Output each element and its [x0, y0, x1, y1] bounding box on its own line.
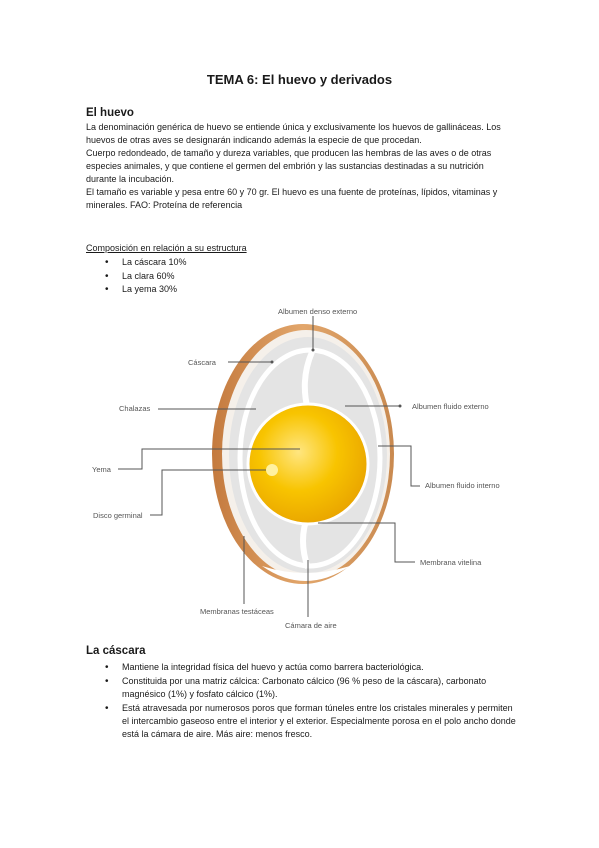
label-yema: Yema	[92, 465, 111, 474]
page-title: TEMA 6: El huevo y derivados	[206, 72, 393, 87]
label-membranas-testaceas: Membranas testáceas	[200, 607, 274, 616]
yolk	[248, 404, 368, 524]
label-albumen-denso: Albumen denso externo	[278, 307, 358, 316]
list-item: • Mantiene la integridad física del huevo y actúa como barrera bacteriológica.	[122, 661, 522, 674]
label-albumen-fluido-externo: Albumen fluido externo	[412, 402, 489, 411]
composition-heading: Composición en relación a su estructura	[86, 243, 247, 253]
paragraph: Cuerpo redondeado, de tamaño y dureza variables, que producen las hembras de las aves o de otras especies animales, y que contiene el germen del embrión y las sustancias destinadas a su nutrición durante la incubación.	[86, 148, 492, 184]
list-item: • La cáscara 10%	[116, 256, 187, 270]
paragraph: El tamaño es variable y pesa entre 60 y 70 gr. El huevo es una fuente de proteínas, lípidos, vitaminas y minerales. FAO: Proteína de referencia	[86, 187, 498, 210]
section-heading-cascara: La cáscara	[86, 645, 146, 657]
list-item: • La yema 30%	[116, 283, 187, 297]
label-disco-germinal: Disco germinal	[93, 511, 143, 520]
list-item: • Está atravesada por numerosos poros que forman túneles entre los cristales minerales y permiten el intercambio gaseoso entre el interior y el exterior. Especialmente porosa en el polo ancho donde está la cámara de aire. Más aire: menos fresco.	[122, 702, 522, 741]
list-item: • Constituida por una matriz cálcica: Carbonato cálcico (96 % peso de la cáscara), carbonato magnésico (1%) y fosfato cálcico (1%).	[122, 675, 522, 701]
section-heading-huevo: El huevo	[86, 107, 134, 119]
label-cascara: Cáscara	[188, 358, 216, 367]
cascara-list	[122, 661, 522, 742]
label-membrana-vitelina: Membrana vitelina	[420, 558, 482, 567]
label-chalazas: Chalazas	[119, 404, 151, 413]
paragraph: La denominación genérica de huevo se entiende única y exclusivamente los huevos de gallináceas. Los huevos de otras aves se designarán indicando además la especie de que procedan.	[86, 122, 501, 145]
label-camara-aire: Cámara de aire	[285, 621, 337, 630]
label-albumen-fluido-interno: Albumen fluido interno	[425, 481, 500, 490]
list-item: • La clara 60%	[116, 270, 187, 284]
germinal-disc	[266, 464, 278, 476]
